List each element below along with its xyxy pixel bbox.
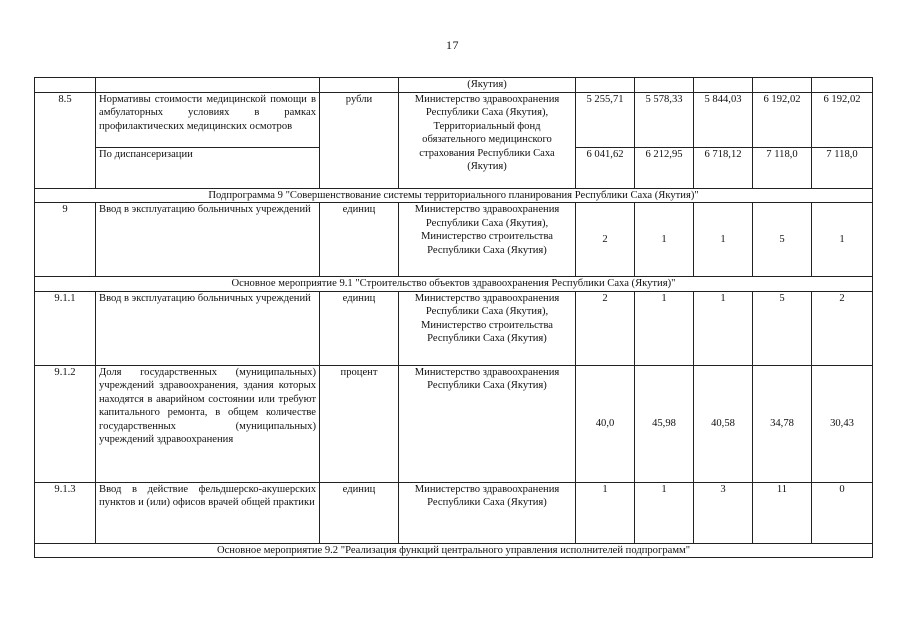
cell-value: 6 192,02 bbox=[812, 92, 873, 147]
cell-value: 5 578,33 bbox=[635, 92, 694, 147]
cell-value: 5 bbox=[753, 203, 812, 277]
activity-9-2-header bbox=[35, 543, 873, 558]
table-row-9-1-3 bbox=[35, 482, 873, 543]
activity-9-1-header bbox=[35, 277, 873, 292]
cell-value: 7 118,0 bbox=[753, 147, 812, 188]
cell-value: 1 bbox=[694, 203, 753, 277]
page-number: 17 bbox=[446, 38, 459, 52]
cell-org: Министерство здравоохранения Республики Саха (Якутия), Министерство строительства Республики Саха (Якутия) bbox=[399, 203, 576, 277]
cell-name: Ввод в эксплуатацию больничных учреждений bbox=[96, 291, 320, 365]
cell-value: 6 212,95 bbox=[635, 147, 694, 188]
cell-name: Ввод в действие фельдшерско-акушерских пунктов и (или) офисов врачей общей практики bbox=[96, 482, 320, 543]
cell-value: 0 bbox=[812, 482, 873, 543]
cell-org: Министерство здравоохранения Республики Саха (Якутия) bbox=[399, 365, 576, 482]
table-row-9-1-2 bbox=[35, 365, 873, 482]
cell-num: 9 bbox=[35, 203, 96, 277]
cell-value: 2 bbox=[812, 291, 873, 365]
cell-org: Министерство здравоохранения Республики Саха (Якутия), Территориальный фонд обязательного медицинского страхования Республики Саха (Якутия) bbox=[399, 92, 576, 188]
cell-org: Министерство здравоохранения Республики Саха (Якутия), Министерство строительства Республики Саха (Якутия) bbox=[399, 291, 576, 365]
indicators-table bbox=[34, 77, 873, 558]
cell-num: 8.5 bbox=[35, 92, 96, 188]
cell-unit: единиц bbox=[320, 482, 399, 543]
cell-org: Министерство здравоохранения Республики Саха (Якутия) bbox=[399, 482, 576, 543]
cell-value: 1 bbox=[812, 203, 873, 277]
cell-value: 40,58 bbox=[694, 365, 753, 482]
cell-value: 1 bbox=[635, 482, 694, 543]
cell-value: 1 bbox=[635, 291, 694, 365]
cell-value: 5 255,71 bbox=[576, 92, 635, 147]
cell-value: 6 718,12 bbox=[694, 147, 753, 188]
cell-org: (Якутия) bbox=[399, 78, 576, 93]
cell-value: 3 bbox=[694, 482, 753, 543]
cell-unit: единиц bbox=[320, 203, 399, 277]
cell-value: 30,43 bbox=[812, 365, 873, 482]
cell-value: 40,0 bbox=[576, 365, 635, 482]
cell-name: Нормативы стоимости медицинской помощи в амбулаторных условиях в рамках профилактических медицинских осмотров bbox=[96, 92, 320, 147]
cell-name: Доля государственных (муниципальных) учреждений здравоохранения, здания которых находятся в аварийном состоянии или требуют капитального ремонта, в общем количестве государственных (муниципальных) учреждений здравоохранения bbox=[96, 365, 320, 482]
cell-value: 1 bbox=[694, 291, 753, 365]
cell-num: 9.1.1 bbox=[35, 291, 96, 365]
cell-name: Ввод в эксплуатацию больничных учреждений bbox=[96, 203, 320, 277]
cell-unit: рубли bbox=[320, 92, 399, 188]
cell-unit: единиц bbox=[320, 291, 399, 365]
section-title: Основное мероприятие 9.2 "Реализация функций центрального управления исполнителей подпрограмм" bbox=[35, 543, 873, 558]
cell-value: 7 118,0 bbox=[812, 147, 873, 188]
cell-num: 9.1.3 bbox=[35, 482, 96, 543]
cell-num: 9.1.2 bbox=[35, 365, 96, 482]
subprogram-9-header bbox=[35, 188, 873, 203]
cell-value: 2 bbox=[576, 203, 635, 277]
table-row-9-1-1 bbox=[35, 291, 873, 365]
cell-value: 45,98 bbox=[635, 365, 694, 482]
cell-value: 6 041,62 bbox=[576, 147, 635, 188]
cell-value: 5 bbox=[753, 291, 812, 365]
cell-value: 11 bbox=[753, 482, 812, 543]
cell-value: 2 bbox=[576, 291, 635, 365]
section-title: Подпрограмма 9 "Совершенствование системы территориального планирования Республики Саха (Якутия)" bbox=[35, 188, 873, 203]
table-row-continuation bbox=[35, 78, 873, 93]
cell-value: 1 bbox=[635, 203, 694, 277]
cell-value: 5 844,03 bbox=[694, 92, 753, 147]
cell-value: 1 bbox=[576, 482, 635, 543]
cell-unit: процент bbox=[320, 365, 399, 482]
table-row-9 bbox=[35, 203, 873, 277]
cell-value: 6 192,02 bbox=[753, 92, 812, 147]
section-title: Основное мероприятие 9.1 "Строительство объектов здравоохранения Республики Саха (Якутия)" bbox=[35, 277, 873, 292]
cell-value: 34,78 bbox=[753, 365, 812, 482]
cell-name: По диспансеризации bbox=[96, 147, 320, 188]
table-row-8-5 bbox=[35, 92, 873, 147]
